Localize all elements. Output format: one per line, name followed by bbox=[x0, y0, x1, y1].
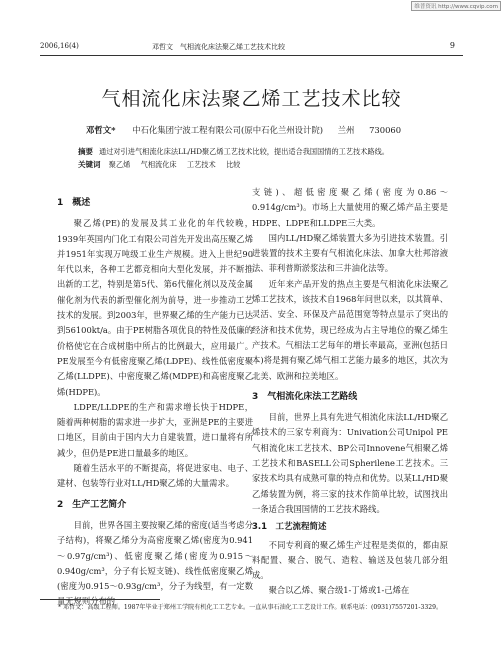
paragraph: 支链)、超低密度聚乙烯(密度为0.86～0.914g/cm³)。市场上大量使用的聚乙烯产品主要是HDPE、LDPE和LLDPE三大类。 bbox=[252, 187, 448, 228]
header-rule bbox=[40, 55, 463, 56]
paragraph: 聚乙烯(PE)的发展及其工业化的年代较晚，1939年英国内门化工有限公司首先开发出高压聚乙烯并1951年实现万吨级工业生产规模。进入上世纪90年代以来，各种工艺都竞相向大型化发展，并不断推出新的工艺，特别是第5代、第6代催化剂以及茂金属催化剂为代表的新型催化剂为前导，进一步推动工艺技术的发展。到2003年，世界聚乙烯的生产能力已达到56100kt/a。由于PE树脂各项优良的特性及低廉的价格使它在合成树脂中所占的比例最大，应用最广。PE发展至今有低密度聚乙烯(LDPE)、线性低密度聚乙烯(LLDPE)、中密度聚乙烯(MDPE)和高密度聚乙烯(HDPE)。 bbox=[57, 218, 253, 397]
running-header bbox=[40, 42, 463, 54]
keyword: 聚乙烯 bbox=[108, 160, 131, 169]
paragraph: 聚合以乙烯、聚合级1-丁烯或1-己烯在 bbox=[268, 585, 410, 596]
abstract-text: 通过对引进气相流化床法LL/HD聚乙烯工艺技术比较，提出适合我国国情的工艺技术路线。 bbox=[99, 147, 389, 156]
subsection-heading: 3.1 工艺流程简述 bbox=[252, 522, 327, 533]
paragraph: 不同专利商的聚乙烯生产过程是类似的，都由原料配置、聚合、脱气、造粒、输送及包装几部分组成。 bbox=[252, 539, 448, 581]
byline bbox=[86, 124, 401, 136]
section-heading: 3 气相流化床法工艺路线 bbox=[252, 391, 358, 402]
running-title: 邓哲文 气相流化床法聚乙烯工艺技术比较 bbox=[152, 43, 285, 51]
footnote-rule bbox=[40, 599, 160, 600]
city: 兰州 bbox=[337, 125, 355, 135]
watermark: 维普资讯 http://www.cqvip.com bbox=[411, 1, 501, 11]
paragraph: 近年来产品开发的热点主要是气相流化床法聚乙烯工艺技术，该技术自1968年问世以来，以其简单、灵活、安全、环保及产品范围宽等特点显示了突出的经济和技术优势，现已经成为占主导地位的聚乙烯生产技术。气相法工艺每年的增长率最高，亚洲(包括日本)将是拥有聚乙烯气相工艺能力最多的地区，其次为北美、欧洲和拉美地区。 bbox=[252, 278, 448, 381]
section-heading: 2 生产工艺简介 bbox=[57, 499, 127, 510]
paragraph: 目前，世界各国主要按聚乙烯的密度(适当考虑分子结构)，将聚乙烯分为高密度聚乙烯(密度为0.941～0.97g/cm³)、低密度聚乙烯(密度为0.915～0.940g/cm³，分子有长短支链)、线性低密度聚乙烯(密度为0.915～0.93g/cm³，分子为线型，有一定数量无规则分布的 bbox=[57, 519, 253, 607]
paragraph: LDPE/LLDPE的生产和需求增长快于HDPE，随着两种树脂的需求进一步扩大，亚洲是PE的主要进口地区，目前由于国内大力自建装置，进口量将有所减少，但仍是PE进口量最多的地区。 bbox=[57, 401, 253, 458]
keyword: 气相流化床 bbox=[140, 160, 177, 169]
keywords bbox=[78, 158, 443, 171]
affiliation: 中石化集团宁波工程有限公司(原中石化兰州设计院) bbox=[132, 125, 323, 135]
keyword: 比较 bbox=[225, 160, 241, 169]
paragraph: 随着生活水平的不断提高，将促进家电、电子、建材、包装等行业对LL/HD聚乙烯的大量需求。 bbox=[57, 463, 253, 489]
author-footnote: * 邓哲文：高级工程师。1987年毕业于郑州工学院有机化工工艺专业。一直从事石油化工工艺设计工作。联系电话：(0931)7557201-3329。 bbox=[58, 604, 443, 611]
postcode: 730060 bbox=[369, 125, 402, 135]
paragraph: 国内LL/HD聚乙烯装置大多为引进技术装置。引进装置的技术主要有气相流化床法、加拿大杜邦溶液法、菲利普斯淤浆法和三井油化法等。 bbox=[252, 232, 448, 274]
abstract bbox=[78, 145, 443, 158]
right-column bbox=[252, 185, 448, 599]
abstract-block bbox=[78, 145, 443, 171]
abstract-label: 摘要 bbox=[78, 147, 93, 156]
section-heading: 1 概述 bbox=[57, 198, 91, 208]
page-number: 9 bbox=[449, 41, 455, 50]
issue-number: 2006,16(4) bbox=[40, 42, 79, 50]
left-column bbox=[57, 190, 253, 610]
keyword: 工艺技术 bbox=[186, 160, 216, 169]
author-name: 邓哲文* bbox=[86, 125, 116, 135]
paragraph: 目前，世界上具有先进气相流化床法LL/HD聚乙烯技术的三家专利商为：Univation公司Unipol PE气相流化床工艺技术、BP公司Innovene气相聚乙烯工艺技术和BASELL公司Spherilene工艺技术。三家技术均具有成熟可靠的特点和优势。以某LL/HD聚乙烯装置为例，将三家的技术作简单比较，试图找出一条适合我国国情的工艺技术路线。 bbox=[252, 412, 448, 514]
keywords-label: 关键词 bbox=[78, 160, 101, 169]
article-title: 气相流化床法聚乙烯工艺技术比较 bbox=[101, 88, 402, 110]
